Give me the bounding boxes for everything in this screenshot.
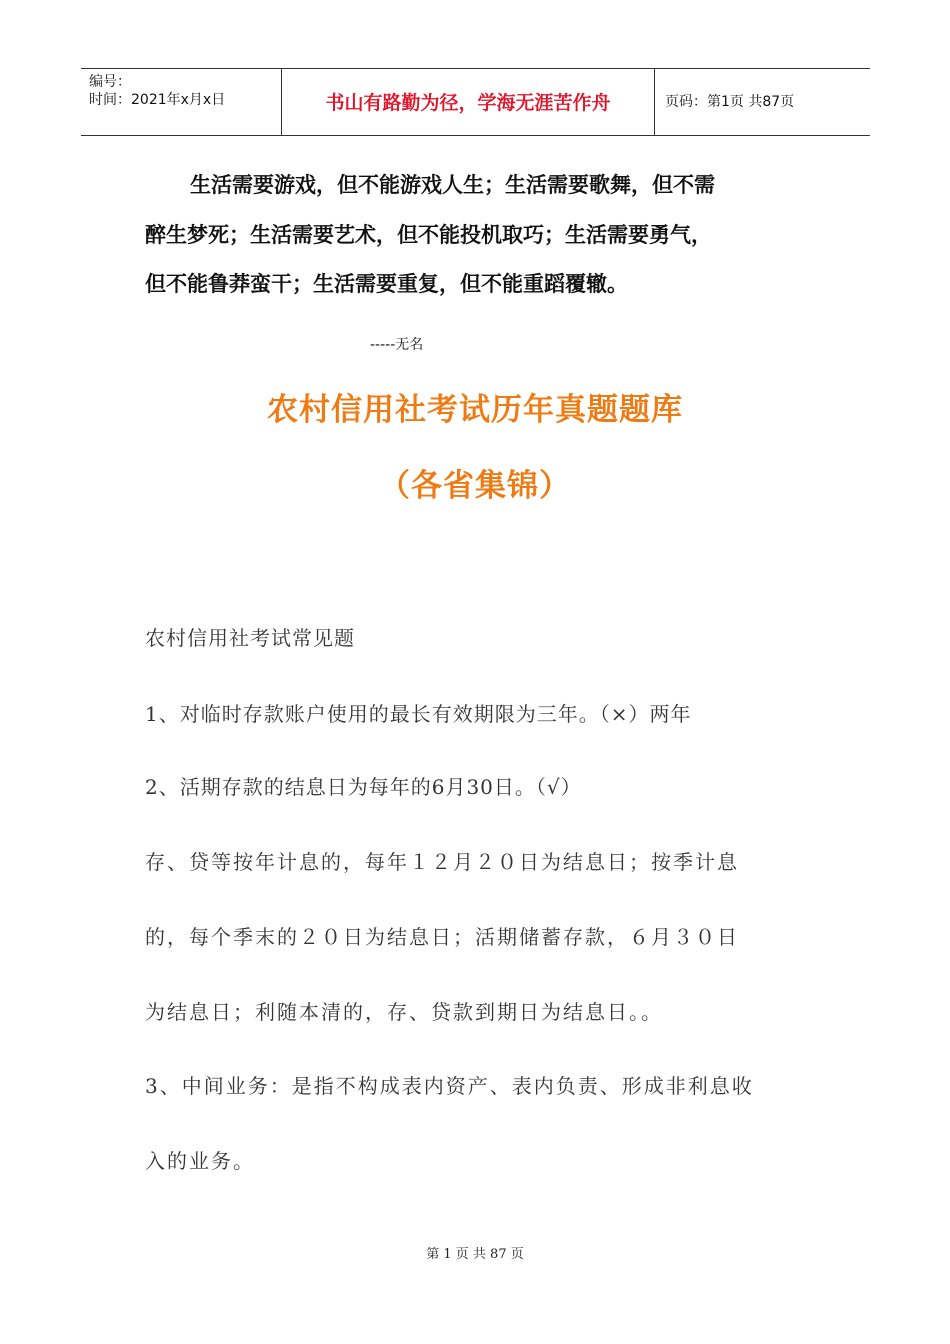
quote-line-1: 生活需要游戏，但不能游戏人生；生活需要歌舞，但不需: [190, 172, 715, 197]
header-motto-cell: [282, 69, 655, 135]
document-number-label: 编号：: [89, 74, 131, 90]
page-footer: 第 1 页 共 87 页: [426, 1247, 524, 1262]
quote-line-2: 醉生梦死；生活需要艺术，但不能投机取巧；生活需要勇气，: [145, 222, 712, 247]
content-line-5: 的，每个季末的２０日为结息日；活期储蓄存款，６月３０日: [145, 925, 739, 949]
header-page-info: 页码：第1页 共87页: [665, 94, 795, 110]
quote-attribution: -----无名: [370, 337, 424, 353]
content-line-6: 为结息日；利随本清的，存、贷款到期日为结息日。。: [145, 1000, 663, 1024]
document-date-label: 时间：2021年x月x日: [89, 92, 226, 108]
header-page-cell: [655, 69, 870, 135]
content-line-2: 1、对临时存款账户使用的最长有效期限为三年。（×）两年: [145, 702, 692, 726]
content-line-3: 2、活期存款的结息日为每年的6月30日。（√）: [145, 775, 582, 799]
page-subtitle: （各省集锦）: [379, 468, 571, 504]
quote-line-3: 但不能鲁莽蛮干；生活需要重复，但不能重蹈覆辙。: [145, 271, 628, 296]
content-line-8: 入的业务。: [145, 1149, 255, 1173]
content-line-7: 3、中间业务：是指不构成表内资产、表内负责、形成非利息收: [145, 1074, 754, 1098]
document-header: [81, 68, 870, 136]
content-line-1: 农村信用社考试常见题: [145, 626, 355, 650]
content-line-4: 存、贷等按年计息的，每年１２月２０日为结息日；按季计息: [145, 850, 739, 874]
header-motto: 书山有路勤为径，学海无涯苦作舟: [325, 92, 611, 114]
header-meta-cell: [81, 69, 282, 135]
page-title: 农村信用社考试历年真题题库: [267, 392, 683, 428]
